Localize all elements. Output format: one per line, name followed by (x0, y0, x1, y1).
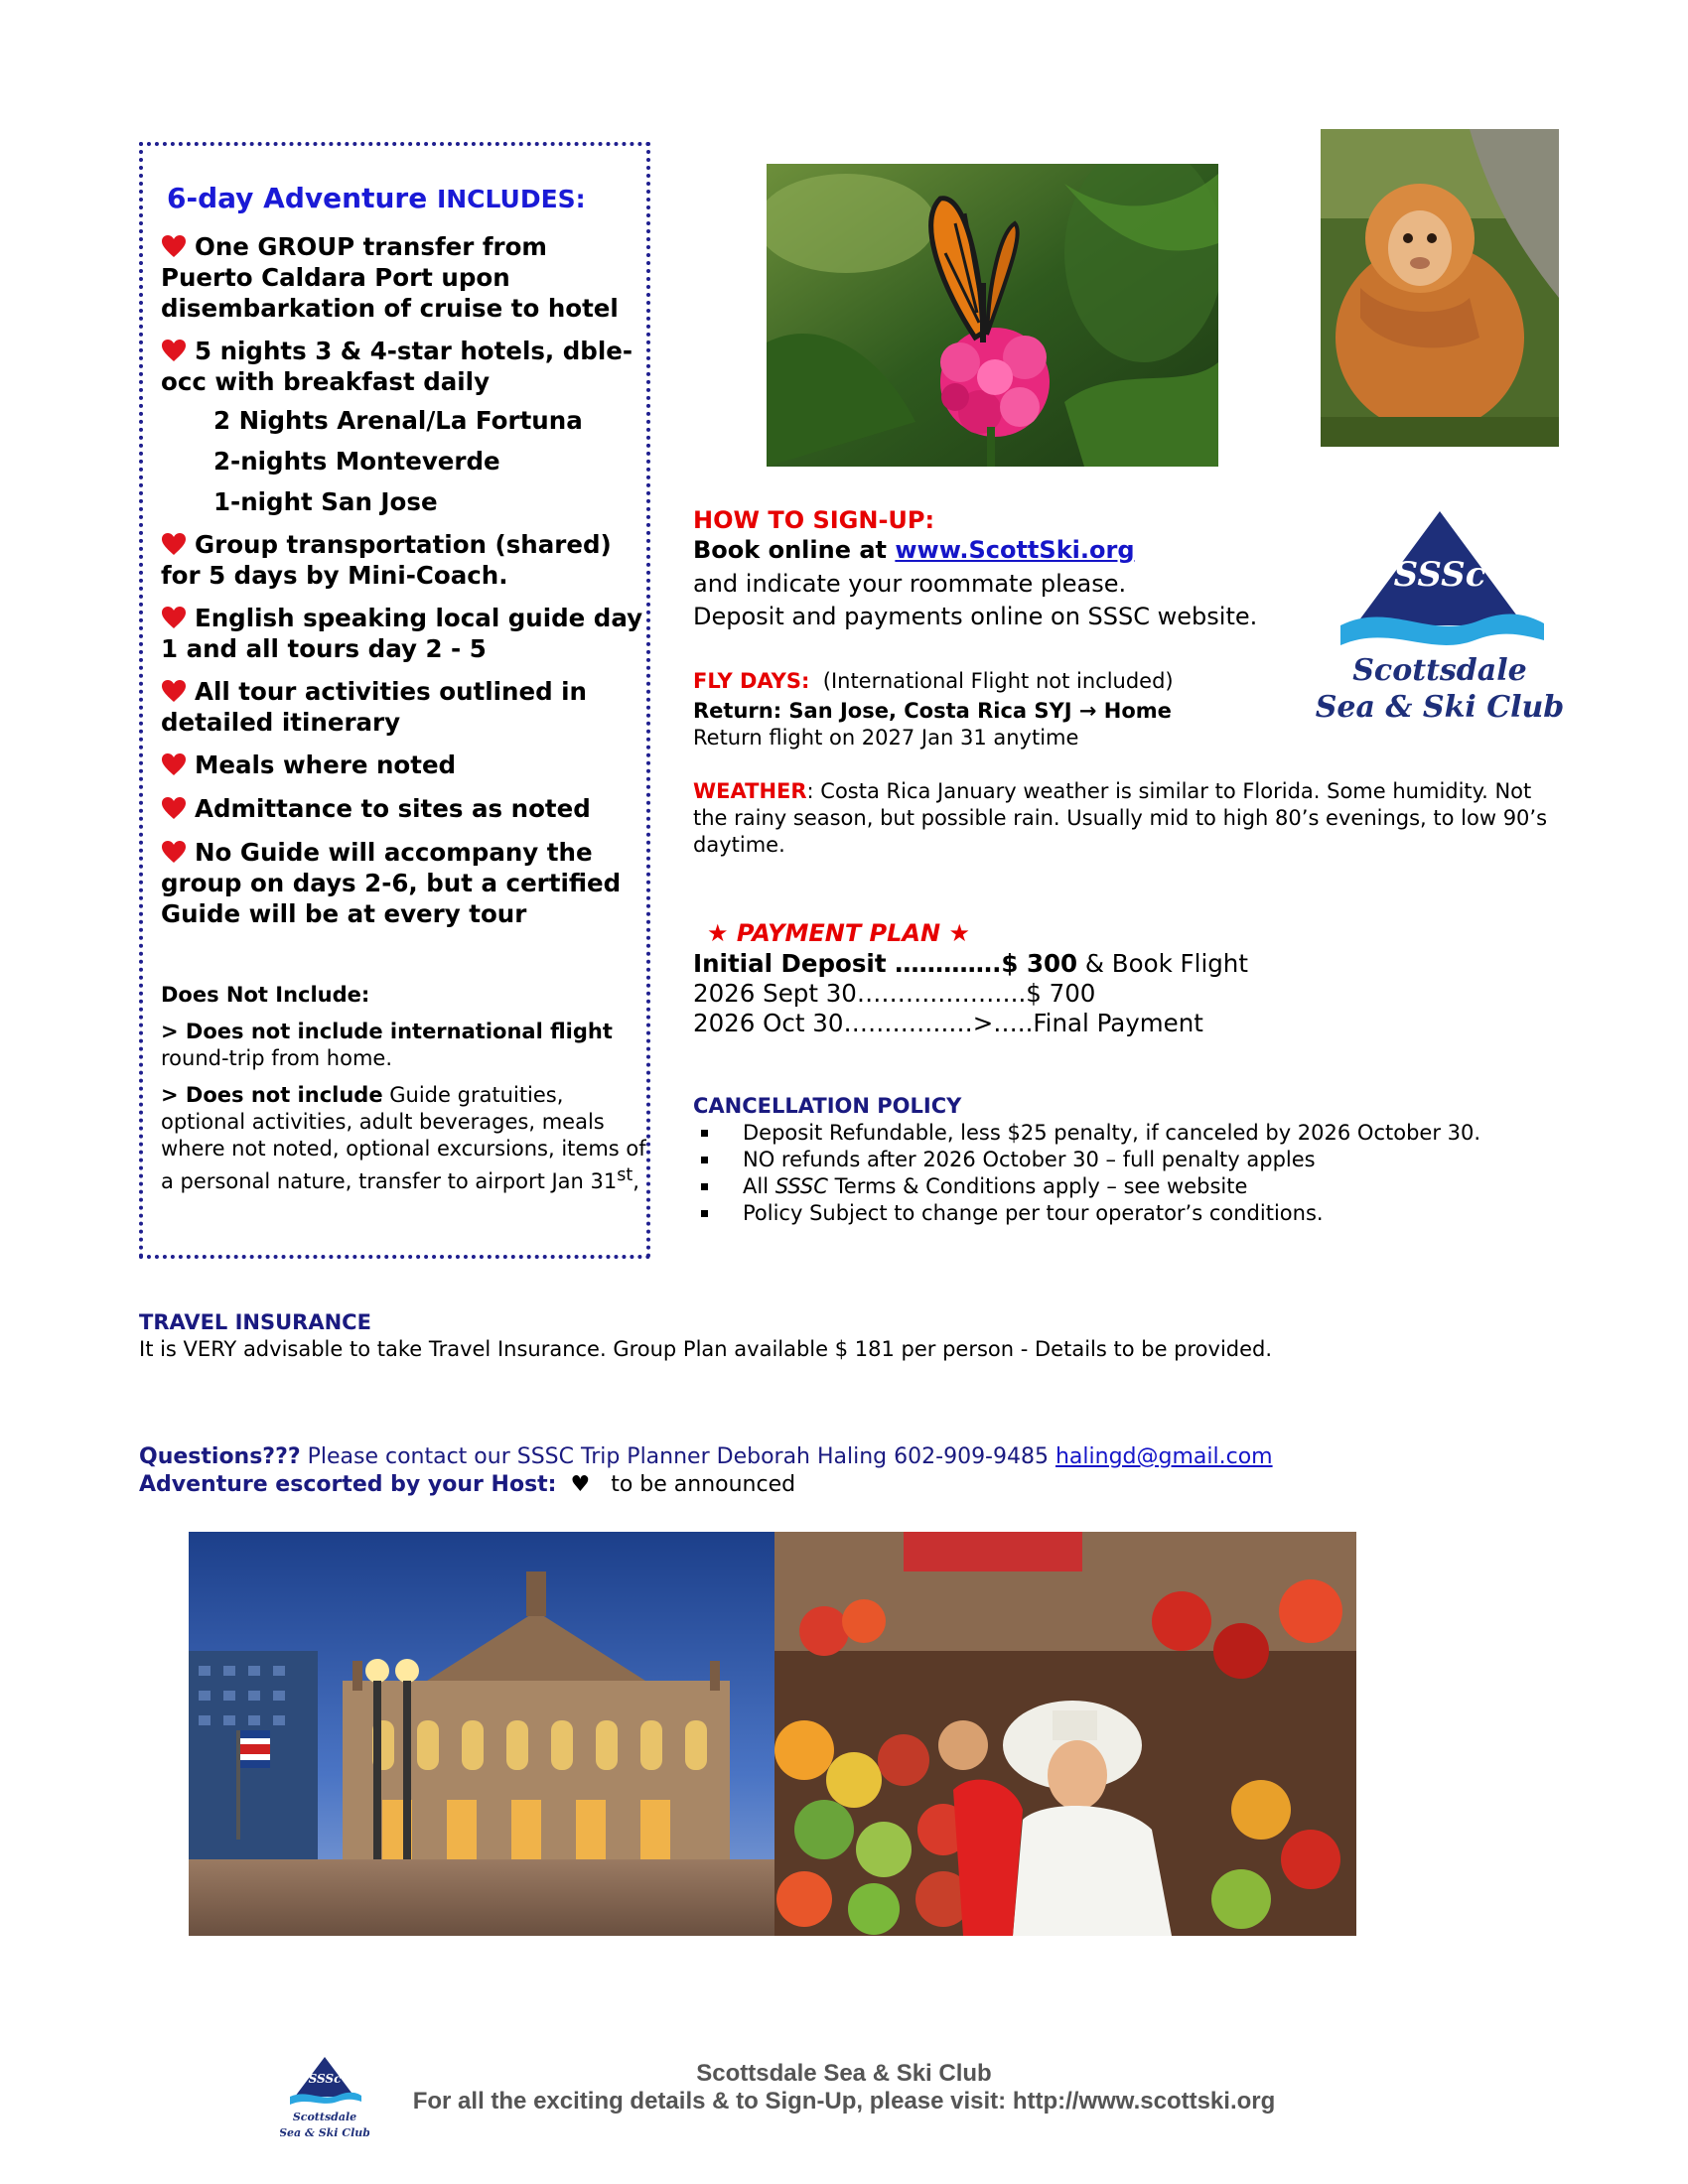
email-link[interactable]: halingd@gmail.com (1055, 1444, 1273, 1469)
book-online-line: Book online at www.ScottSki.org (693, 536, 1135, 564)
heart-icon (161, 606, 187, 629)
heart-icon: ♥ (570, 1472, 591, 1497)
weather-text: WEATHER: Costa Rica January weather is similar to Florida. Some humidity. Not the rainy season, but possible rain. Usually mid to high 80’s evenings, to low 90’s daytime. (693, 779, 1548, 857)
include-item-admittance: Admittance to sites as noted (161, 793, 647, 824)
hotel-night-san-jose: 1-night San Jose (213, 487, 438, 516)
heart-icon (161, 752, 187, 776)
heart-icon (161, 532, 187, 556)
butterfly-photo (767, 164, 1218, 467)
list-item: NO refunds after 2026 October 30 – full penalty apples (693, 1147, 1480, 1173)
signup-payment-text: Deposit and payments online on SSSC website. (693, 603, 1258, 630)
footer-logo-line1: Scottsdale (292, 2111, 357, 2123)
include-item-meals: Meals where noted (161, 750, 647, 780)
payment-plan-title: ★ PAYMENT PLAN ★ (707, 919, 970, 947)
heart-icon (161, 234, 187, 258)
footer-visit-text: For all the exciting details & to Sign-Up, please visit: http://www.scottski.org (412, 2088, 1276, 2115)
heart-icon (161, 796, 187, 820)
scottski-link[interactable]: www.ScottSki.org (895, 536, 1135, 564)
monkey-photo (1321, 129, 1559, 447)
payment-final: 2026 Oct 30………….…>…..Final Payment (693, 1009, 1203, 1037)
return-flight-date: Return flight on 2027 Jan 31 anytime (693, 726, 1079, 750)
cancellation-title: CANCELLATION POLICY (693, 1094, 962, 1118)
not-include-flight: > Does not include international flight round-trip from home. (161, 1020, 613, 1070)
heart-icon (161, 679, 187, 703)
insurance-title: TRAVEL INSURANCE (139, 1310, 371, 1334)
include-item-guide: English speaking local guide day 1 and all tours day 2 - 5 (161, 604, 643, 663)
list-item: Policy Subject to change per tour operator’s conditions. (693, 1200, 1480, 1227)
host-line: Adventure escorted by your Host: ♥ to be announced (139, 1472, 796, 1497)
includes-title: 6-day Adventure INCLUDES: (167, 182, 586, 214)
list-item: All SSSC Terms & Conditions apply – see website (693, 1173, 1480, 1200)
payment-second: 2026 Sept 30……….………..$ 700 (693, 979, 1096, 1008)
include-item-activities: All tour activities outlined in detailed itinerary (161, 677, 588, 737)
logo-line2: Sea & Ski Club (1315, 690, 1565, 725)
include-item-no-guide: No Guide will accompany the group on days 2-6, but a certified Guide will be at every tour (161, 838, 622, 928)
not-include-title: Does Not Include: (161, 983, 370, 1007)
payment-deposit: Initial Deposit ………….$ 300 & Book Flight (693, 949, 1248, 978)
footer-logo-line2: Sea & Ski Club (280, 2126, 369, 2139)
heart-icon (161, 840, 187, 864)
heart-icon (161, 339, 187, 362)
include-item-transport: Group transportation (shared) for 5 days by Mini-Coach. (161, 530, 612, 590)
hotel-night-monteverde: 2-nights Monteverde (213, 447, 500, 476)
not-include-extras: > Does not include Guide gratuities, optional activities, adult beverages, meals where not noted, optional excursions, items of a personal nature, transfer to airport Jan 31st, (161, 1083, 646, 1193)
hotel-night-arenal: 2 Nights Arenal/La Fortuna (213, 406, 583, 435)
insurance-text: It is VERY advisable to take Travel Insurance. Group Plan available $ 181 per person - Details to be provided. (139, 1337, 1273, 1361)
list-item: Deposit Refundable, less $25 penalty, if canceled by 2026 October 30. (693, 1120, 1480, 1147)
signup-roommate-text: and indicate your roommate please. (693, 570, 1127, 598)
scottsdale-logo (1311, 506, 1569, 735)
include-item-transfer: One GROUP transfer from Puerto Caldara Port upon disembarkation of cruise to hotel (161, 232, 619, 323)
footer-logo-mark: SSSc (308, 2072, 342, 2086)
return-flight-route: Return: San Jose, Costa Rica SYJ → Home (693, 699, 1172, 723)
signup-title: HOW TO SIGN-UP: (693, 506, 935, 534)
logo-mark: SSSc (1393, 555, 1486, 595)
cancellation-list (693, 1120, 1480, 1227)
footer-club-name: Scottsdale Sea & Ski Club (696, 2060, 992, 2087)
fly-days-line: FLY DAYS: (International Flight not included) (693, 669, 1174, 693)
questions-line: Questions??? Please contact our SSSC Trip Planner Deborah Haling 602-909-9485 halingd@gmail.com (139, 1444, 1273, 1469)
include-item-hotels: 5 nights 3 & 4-star hotels, dble-occ with breakfast daily (161, 337, 633, 396)
costa-rica-collage-photo (189, 1532, 1356, 1936)
logo-line1: Scottsdale (1352, 653, 1527, 688)
